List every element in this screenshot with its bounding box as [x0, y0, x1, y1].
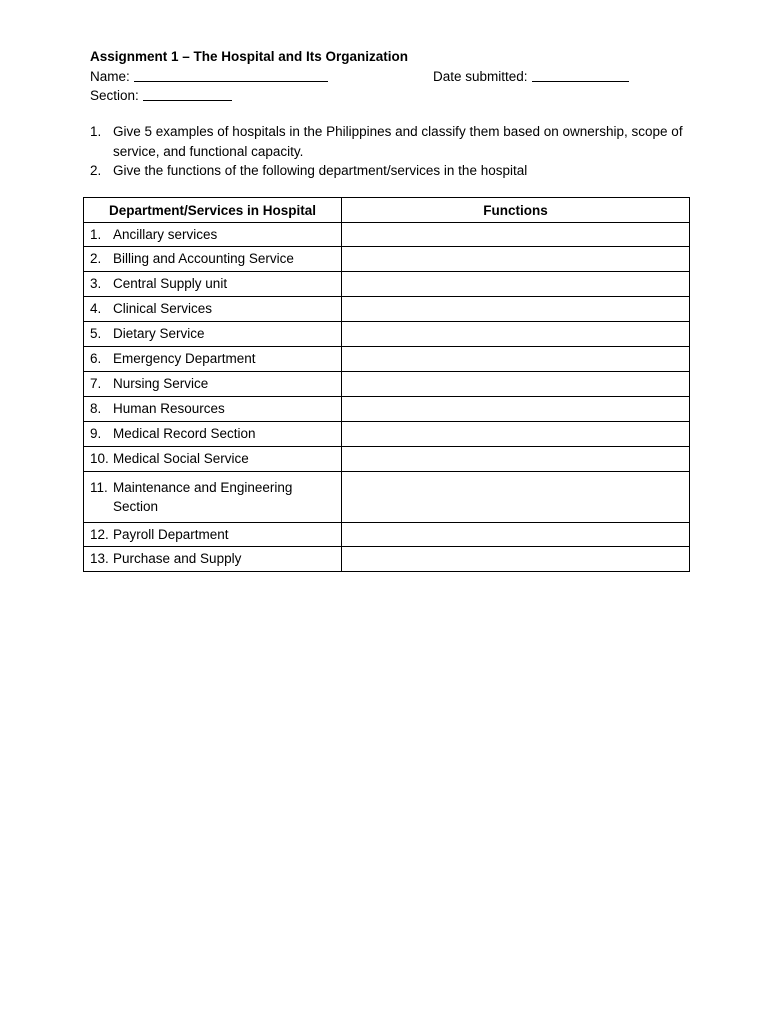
- row-number: 6.: [90, 351, 102, 367]
- instruction-item: [90, 122, 690, 161]
- function-cell[interactable]: [342, 397, 690, 422]
- function-cell[interactable]: [342, 347, 690, 372]
- table-row: [84, 347, 690, 372]
- department-name: Medical Record Section: [113, 426, 256, 442]
- department-name: Central Supply unit: [113, 276, 228, 292]
- instruction-item: [90, 161, 690, 181]
- instruction-number: 1.: [90, 124, 102, 139]
- name-blank[interactable]: [134, 68, 328, 82]
- table-row: [84, 547, 690, 572]
- department-cell: [84, 247, 342, 272]
- assignment-title: Assignment 1 – The Hospital and Its Organization: [90, 49, 409, 64]
- department-cell: [84, 322, 342, 347]
- section-label: Section:: [90, 88, 139, 103]
- department-name: Clinical Services: [113, 301, 213, 317]
- department-name: Nursing Service: [113, 376, 209, 392]
- function-cell[interactable]: [342, 272, 690, 297]
- function-cell[interactable]: [342, 247, 690, 272]
- department-cell: [84, 547, 342, 572]
- department-cell: [84, 422, 342, 447]
- department-name: Emergency Department: [113, 351, 256, 367]
- department-column-header: Department/Services in Hospital: [84, 198, 342, 223]
- functions-column-header: Functions: [342, 198, 690, 223]
- row-number: 12.: [90, 526, 109, 542]
- table-row: [84, 247, 690, 272]
- table-row: [84, 322, 690, 347]
- department-name: Human Resources: [113, 401, 225, 417]
- table-row: [84, 272, 690, 297]
- table-row: [84, 447, 690, 472]
- instruction-text: Give the functions of the following department/services in the hospital: [113, 163, 528, 178]
- instruction-text: Give 5 examples of hospitals in the Philippines and classify them based on ownership, scope of service, and functional capacity.: [113, 124, 683, 159]
- row-number: 11.: [90, 479, 108, 495]
- department-cell: [84, 223, 342, 247]
- row-number: 7.: [90, 376, 102, 392]
- department-cell: [84, 272, 342, 297]
- table-row: [84, 472, 690, 523]
- name-label: Name:: [90, 68, 130, 84]
- department-cell: [84, 397, 342, 422]
- table-row: [84, 372, 690, 397]
- table-header-row: [84, 198, 690, 223]
- function-cell[interactable]: [342, 523, 690, 547]
- row-number: 4.: [90, 301, 102, 317]
- department-cell: [84, 347, 342, 372]
- department-cell: [84, 447, 342, 472]
- department-cell: [84, 372, 342, 397]
- function-cell[interactable]: [342, 447, 690, 472]
- function-cell[interactable]: [342, 322, 690, 347]
- function-cell[interactable]: [342, 297, 690, 322]
- department-name: Purchase and Supply: [113, 551, 242, 567]
- department-name: Dietary Service: [113, 326, 205, 342]
- instructions-list: [90, 122, 690, 181]
- table-row: [84, 297, 690, 322]
- row-number: 5.: [90, 326, 102, 342]
- department-name: Payroll Department: [113, 526, 229, 542]
- function-cell[interactable]: [342, 422, 690, 447]
- date-submitted-label: Date submitted:: [433, 68, 528, 84]
- name-date-line: [90, 67, 690, 87]
- function-cell[interactable]: [342, 223, 690, 247]
- instruction-number: 2.: [90, 163, 102, 178]
- function-cell[interactable]: [342, 372, 690, 397]
- department-name: Ancillary services: [113, 226, 218, 242]
- date-submitted-blank[interactable]: [532, 68, 629, 82]
- department-name: Maintenance and Engineering Section: [113, 479, 293, 514]
- department-cell: [84, 472, 342, 523]
- table-row: [84, 223, 690, 247]
- department-name: Billing and Accounting Service: [113, 251, 294, 267]
- table-row: [84, 523, 690, 547]
- row-number: 13.: [90, 551, 109, 567]
- table-row: [84, 397, 690, 422]
- row-number: 10.: [90, 451, 109, 467]
- row-number: 1.: [90, 226, 102, 242]
- row-number: 8.: [90, 401, 102, 417]
- section-line: [90, 86, 690, 106]
- department-functions-table: [83, 197, 690, 572]
- assignment-header: [90, 47, 690, 106]
- table-row: [84, 422, 690, 447]
- department-name: Medical Social Service: [113, 451, 249, 467]
- function-cell[interactable]: [342, 472, 690, 523]
- row-number: 2.: [90, 251, 102, 267]
- row-number: 9.: [90, 426, 102, 442]
- department-cell: [84, 523, 342, 547]
- date-submitted-group: [433, 67, 629, 87]
- function-cell[interactable]: [342, 547, 690, 572]
- row-number: 3.: [90, 276, 102, 292]
- department-cell: [84, 297, 342, 322]
- section-blank[interactable]: [143, 87, 232, 101]
